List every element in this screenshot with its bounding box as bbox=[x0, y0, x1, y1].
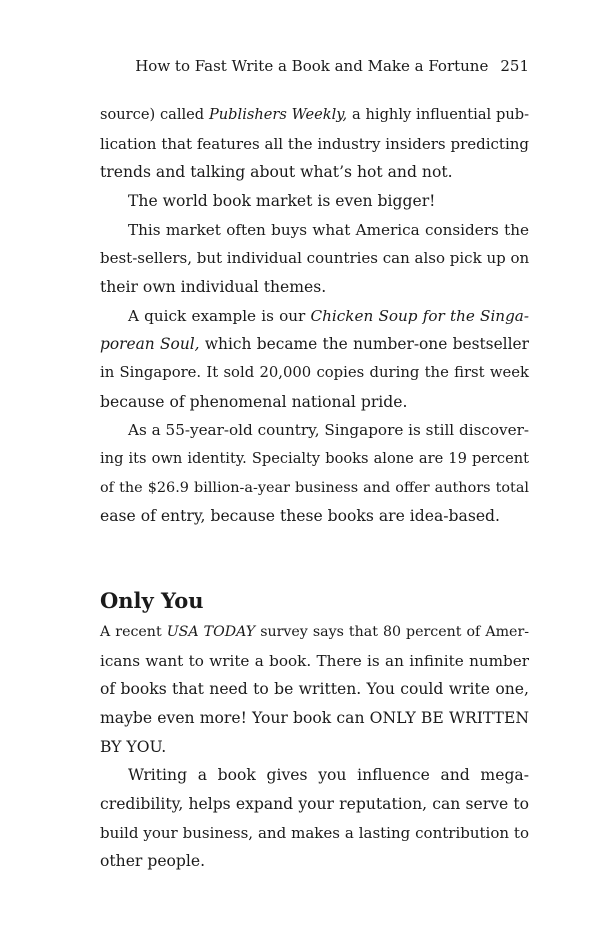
text-line: This market often buys what America considers the bbox=[128, 220, 529, 239]
text-line: ing its own identity. Specialty books alone are 19 percent bbox=[100, 449, 529, 467]
text-line: icans want to write a book. There is an infinite number bbox=[100, 651, 529, 670]
text-line: credibility, helps expand your reputation, can serve to bbox=[100, 794, 529, 813]
text-line: ease of entry, because these books are idea-based. bbox=[100, 507, 500, 526]
section-heading: Only You bbox=[100, 588, 204, 613]
book-title: Chicken Soup for the Singa- bbox=[310, 306, 529, 325]
text-line: maybe even more! Your book can ONLY BE WRITTEN bbox=[100, 708, 529, 727]
publication-title: Publishers Weekly, bbox=[208, 106, 348, 123]
text-line: A quick example is our Chicken Soup for the Singa- bbox=[128, 306, 529, 325]
body-text-section-2 bbox=[100, 618, 529, 876]
text-line: of books that need to be written. You could write one, bbox=[100, 680, 529, 699]
publication-title: USA TODAY bbox=[166, 624, 256, 640]
page-number: 251 bbox=[500, 57, 529, 75]
text-line: their own individual themes. bbox=[100, 277, 327, 296]
body-text-section-1 bbox=[100, 101, 529, 531]
text-line: in Singapore. It sold 20,000 copies during the first week bbox=[100, 363, 529, 381]
text-line: A recent USA TODAY survey says that 80 percent of Amer- bbox=[100, 624, 530, 640]
text-line: As a 55-year-old country, Singapore is still discover- bbox=[128, 421, 529, 440]
text-line: porean Soul, which became the number-one bestseller bbox=[100, 335, 529, 354]
text-line: Writing a book gives you influence and mega- bbox=[128, 766, 529, 785]
running-head bbox=[100, 54, 529, 78]
text-line: The world book market is even bigger! bbox=[128, 191, 436, 210]
text-line: BY YOU. bbox=[100, 737, 167, 756]
text-line: other people. bbox=[100, 852, 206, 871]
book-title: porean Soul, bbox=[100, 335, 200, 354]
text-line: trends and talking about what’s hot and not. bbox=[100, 163, 453, 182]
running-title: How to Fast Write a Book and Make a Fortune bbox=[135, 57, 489, 75]
text-line: of the $26.9 billion-a-year business and offer authors total bbox=[100, 479, 529, 496]
text-line: because of phenomenal national pride. bbox=[100, 392, 408, 411]
text-line: best-sellers, but individual countries can also pick up on bbox=[100, 249, 530, 268]
text-line: source) called Publishers Weekly, a highly influential pub- bbox=[100, 106, 530, 123]
text-line: lication that features all the industry insiders predicting bbox=[100, 134, 529, 153]
text-line: build your business, and makes a lasting contribution to bbox=[100, 823, 529, 842]
